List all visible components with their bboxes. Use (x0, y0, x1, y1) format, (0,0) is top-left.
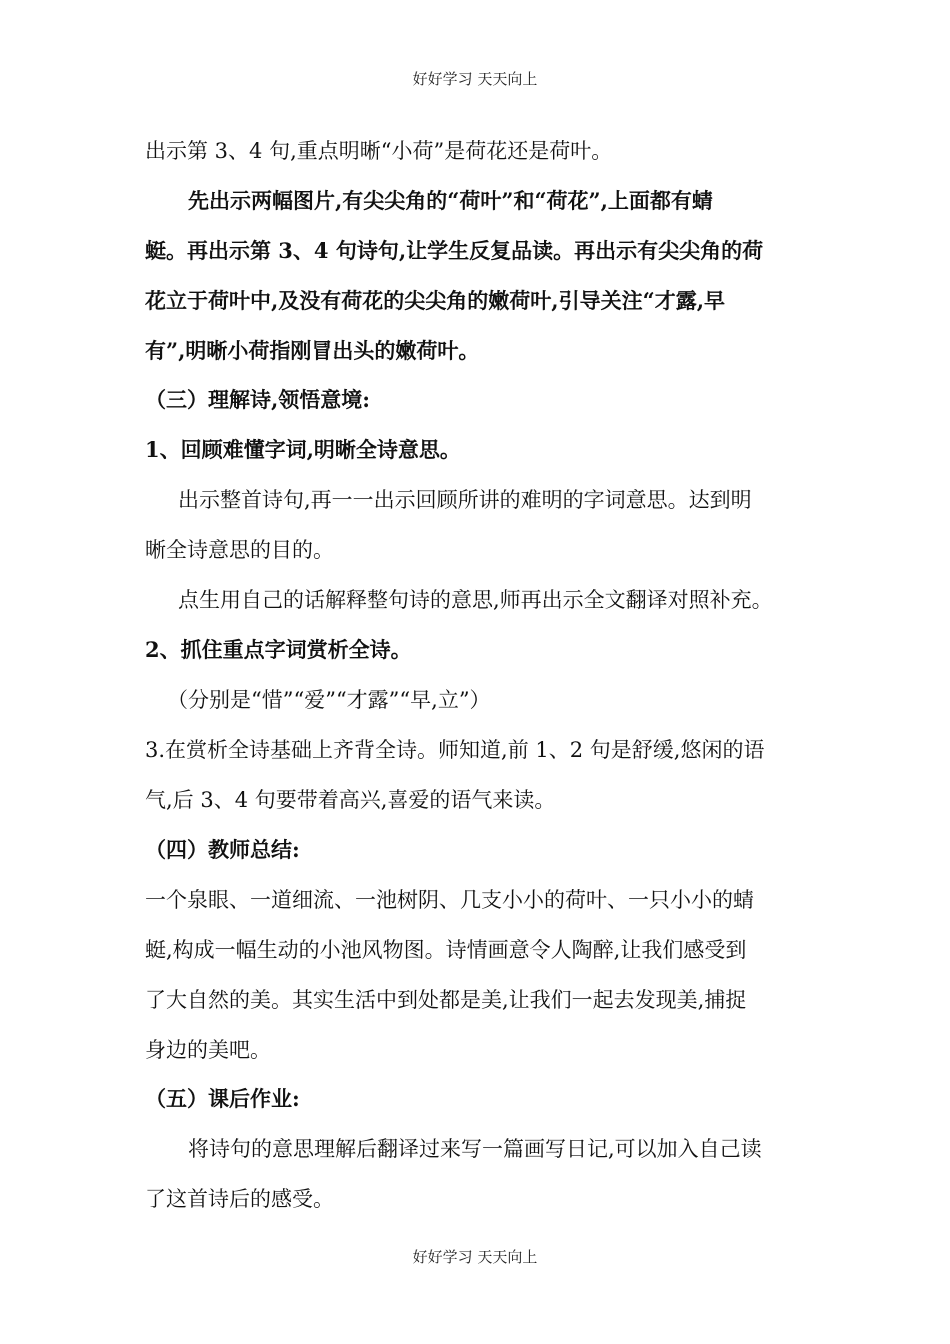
body-line-19: 身边的美吧。 (145, 1038, 271, 1062)
body-line-21: 将诗句的意思理解后翻译过来写一篇画写日记,可以加入自己读 (188, 1137, 762, 1161)
body-line-12: （分别是“惜”“爱”“才露”“早,立”） (167, 688, 491, 712)
body-line-13: 3.在赏析全诗基础上齐背全诗。师知道,前 1、2 句是舒缓,悠闲的语 (145, 738, 765, 762)
body-line-1: 出示第 3、4 句,重点明晰“小荷”是荷花还是荷叶。 (145, 139, 613, 163)
body-line-16: 一个泉眼、一道细流、一池树阴、几支小小的荷叶、一只小小的蜻 (145, 888, 754, 912)
section-heading-4: （四）教师总结: (145, 837, 300, 862)
body-line-8: 出示整首诗句,再一一出示回顾所讲的难明的字词意思。达到明 (178, 488, 752, 512)
subheading-2: 2、抓住重点字词赏析全诗。 (145, 637, 412, 662)
subheading-1: 1、回顾难懂字词,明晰全诗意思。 (145, 437, 461, 462)
body-line-10: 点生用自己的话解释整句诗的意思,师再出示全文翻译对照补充。 (178, 588, 773, 612)
section-heading-5: （五）课后作业: (145, 1086, 300, 1111)
body-line-22: 了这首诗后的感受。 (145, 1187, 334, 1211)
body-line-14: 气,后 3、4 句要带着高兴,喜爱的语气来读。 (145, 788, 556, 812)
body-line-3: 蜓。再出示第 3、4 句诗句,让学生反复品读。再出示有尖尖角的荷 (145, 238, 764, 263)
section-heading-3: （三）理解诗,领悟意境: (145, 387, 371, 412)
page-header: 好好学习 天天向上 (412, 70, 538, 88)
body-line-5: 有”,明晰小荷指刚冒出头的嫩荷叶。 (145, 338, 480, 363)
body-line-4: 花立于荷叶中,及没有荷花的尖尖角的嫩荷叶,引导关注“才露,早 (145, 288, 726, 313)
body-line-2: 先出示两幅图片,有尖尖角的“荷叶”和“荷花”,上面都有蜻 (188, 188, 713, 213)
body-line-9: 晰全诗意思的目的。 (145, 538, 334, 562)
body-line-17: 蜓,构成一幅生动的小池风物图。诗情画意令人陶醉,让我们感受到 (145, 938, 747, 962)
body-line-18: 了大自然的美。其实生活中到处都是美,让我们一起去发现美,捕捉 (145, 988, 747, 1012)
page-footer: 好好学习 天天向上 (412, 1248, 538, 1266)
